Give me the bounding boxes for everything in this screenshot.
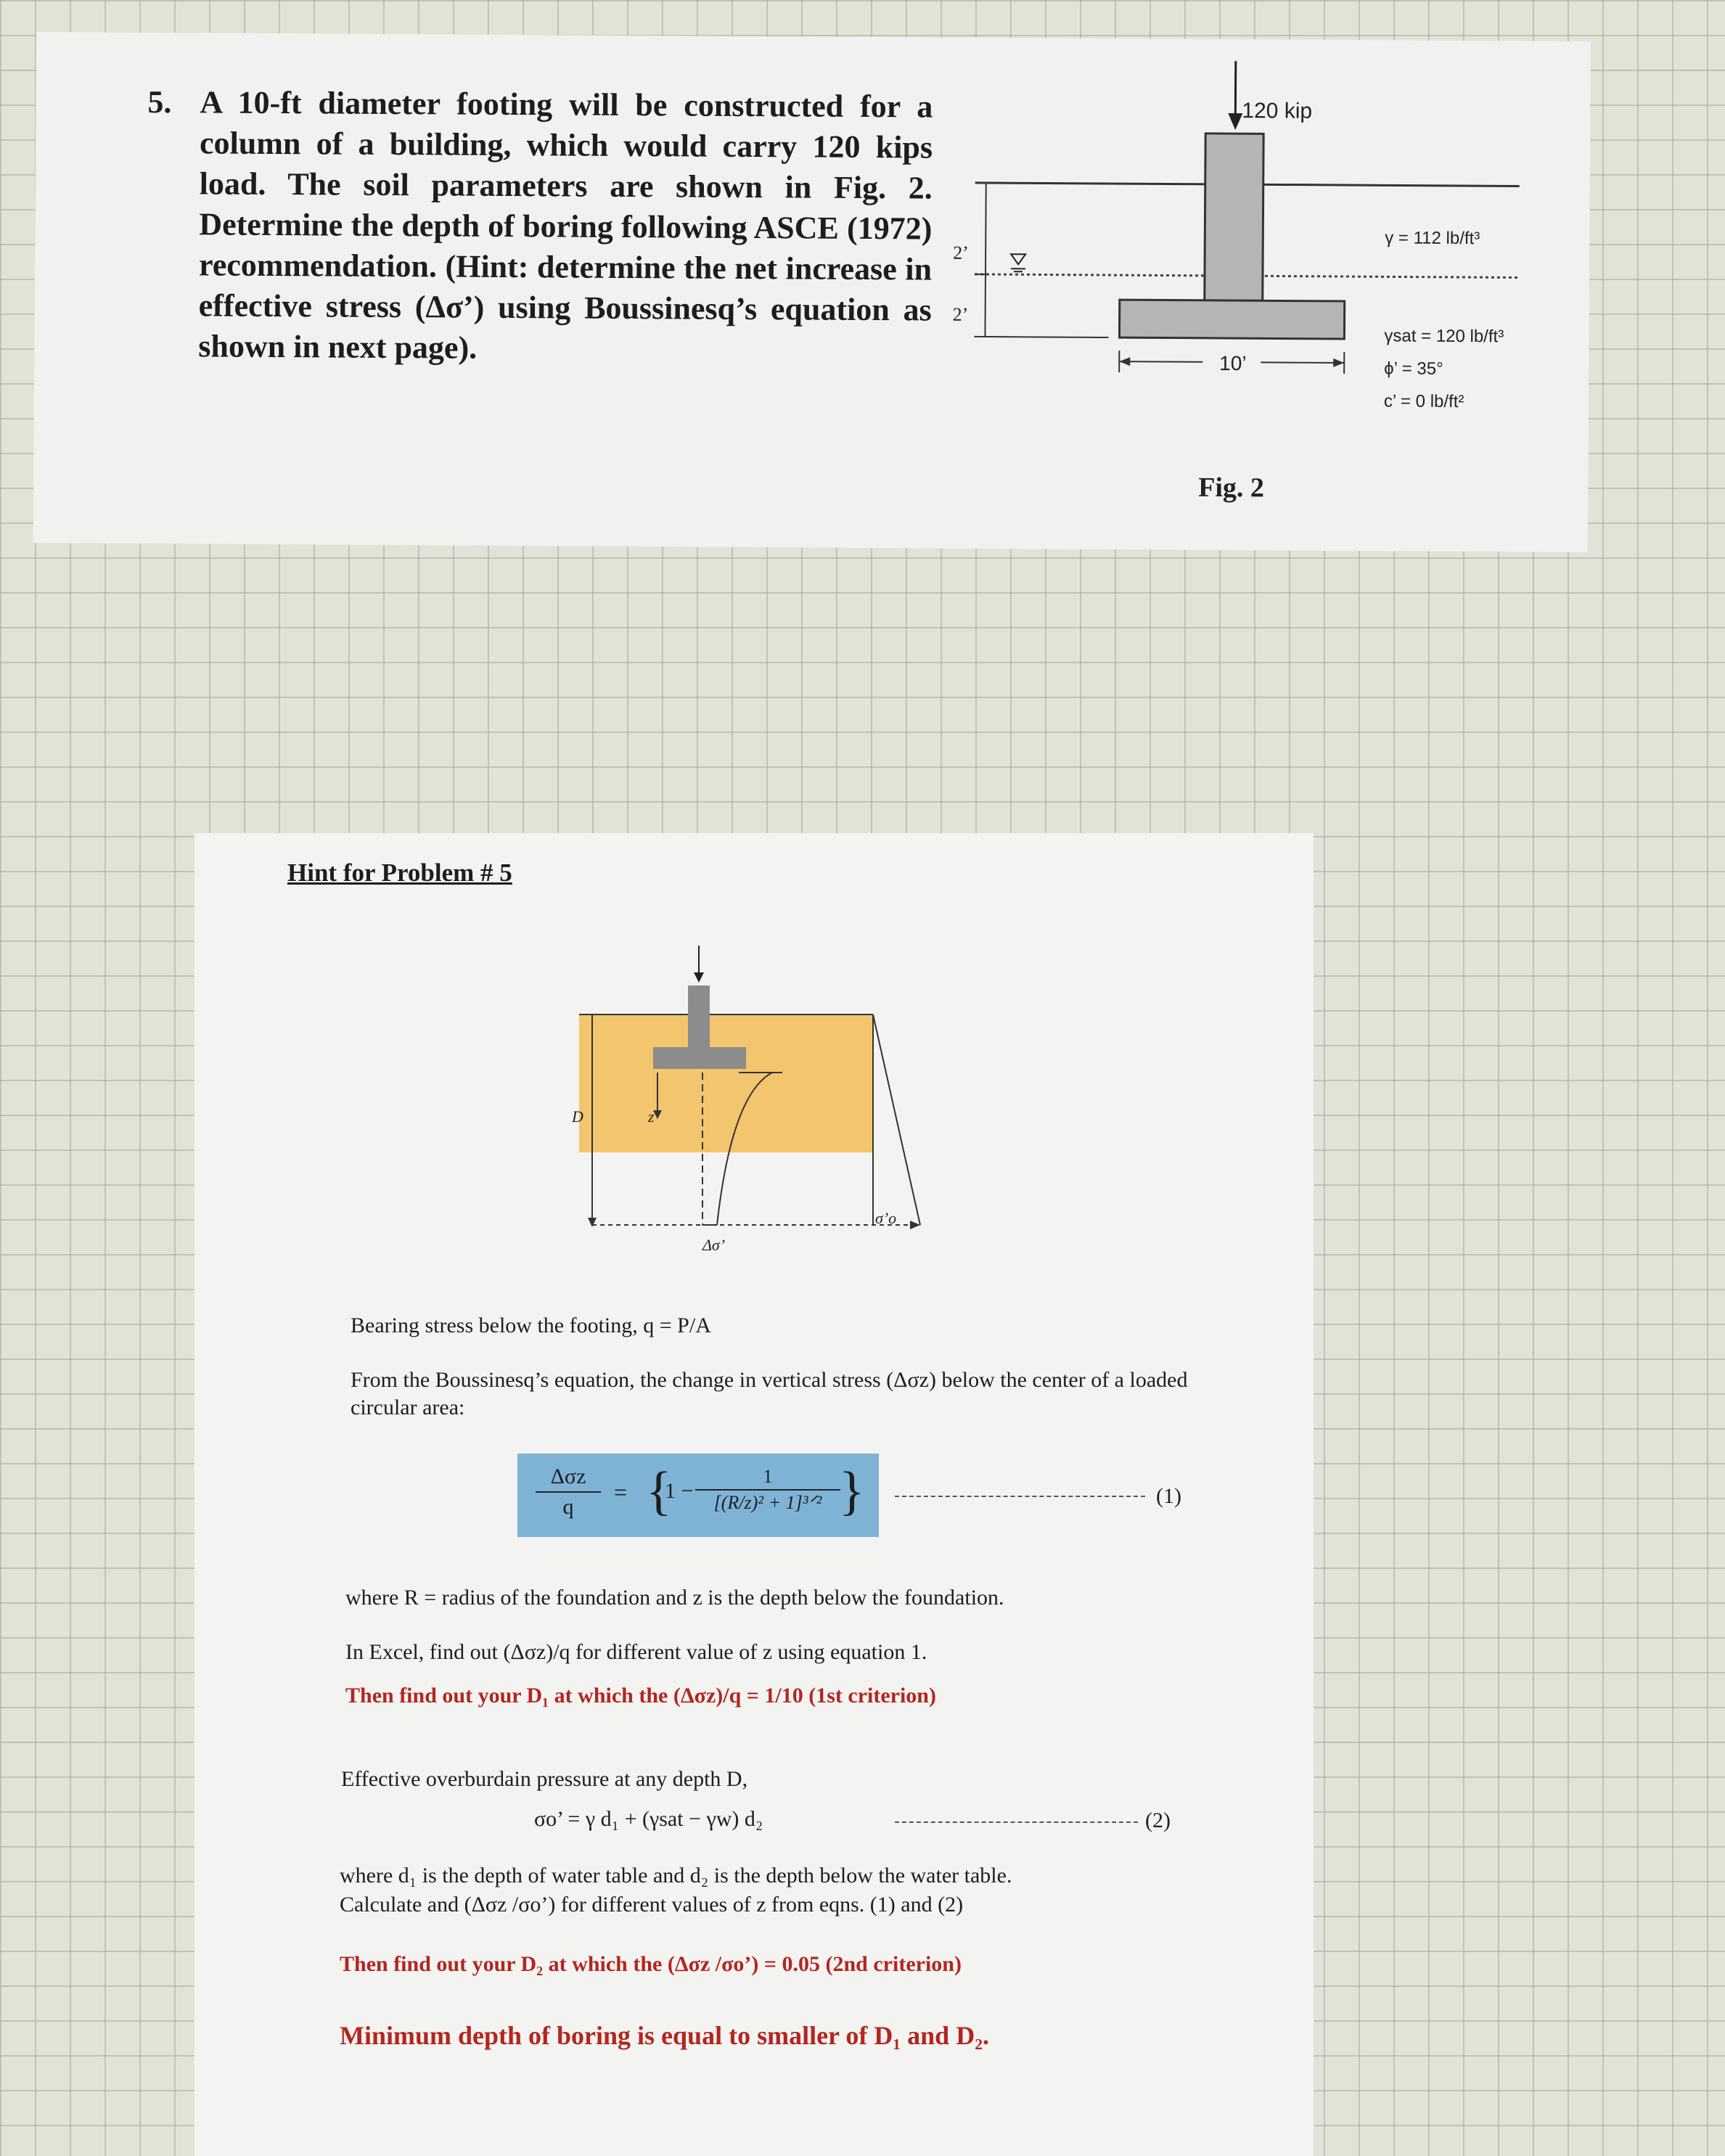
bearing-stress-text: Bearing stress below the footing, q = P/A [351,1313,711,1337]
eq1-rhs-fraction [695,1466,840,1514]
load-label: 120 kip [1242,99,1313,123]
eq1-brace-left: { [646,1462,672,1521]
figure-2 [933,60,1546,513]
label-z: z [648,1107,655,1126]
gamma-label: γ = 112 lb/ft³ [1385,228,1480,249]
footing [1119,300,1344,339]
eq1-leader [895,1496,1145,1497]
figure-caption: Fig. 2 [1198,472,1265,504]
eq1-equals: = [614,1479,628,1505]
equation-2: σo’ = γ d₁ + (γsat − γw) d₂ [534,1807,763,1831]
column [688,985,710,1047]
label-delta-sigma: Δσ’ [702,1236,726,1254]
eq1-lhs-top: Δσz [550,1464,586,1488]
eq1-number: (1) [1156,1484,1181,1508]
calculate-text: Calculate and (Δσz /σo’) for different values of z from eqns. (1) and (2) [340,1893,964,1917]
load-arrow [1228,113,1242,130]
eq1-brace-right: } [839,1462,865,1521]
where-r-text: where R = radius of the foundation and z is the depth below the foundation. [345,1586,1004,1610]
problem-text: A 10-ft diameter footing will be constructed for a column of a building, which would carry 120 kips load. The soil parameters are shown in Fig. 2. Determine the depth of boring following ASCE (1972) recommendation. (Hint: determine the net increase in effective stress (Δσ’) using Boussinesq’s equation as shown in next page). [198,84,933,366]
hint-sheet [194,833,1314,2156]
excel-text: In Excel, find out (Δσz)/q for different value of z using equation 1. [345,1640,927,1664]
eq2-leader [895,1821,1138,1823]
water-table-icon [1011,254,1025,264]
cohesion-label: c’ = 0 lb/ft² [1383,391,1464,412]
eq2-number: (2) [1145,1808,1171,1832]
hint-title: Hint for Problem # 5 [287,858,512,887]
eq1-rhs-den: [(R/z)² + 1]³ᐟ² [713,1492,822,1513]
label-sigma-o: σ’o [875,1209,897,1227]
minimum-depth-text: Minimum depth of boring is equal to smaller of D₁ and D₂. [340,2021,989,2050]
soil-block [579,1015,873,1152]
eq1-rhs-num: 1 [763,1466,773,1487]
problem-number: 5. [147,83,172,120]
boussinesq-text: From the Boussinesq’s equation, the change in vertical stress (Δσz) below the center of a loaded circular area: [351,1368,1188,1419]
criterion-2-text: Then find out your D₂ at which the (Δσz /σo’) = 0.05 (2nd criterion) [340,1952,962,1976]
overburden-text: Effective overburdain pressure at any depth D, [341,1767,748,1791]
footing-diagram [933,60,1546,513]
eq1-rhs-prefix: 1 − [665,1479,694,1503]
gamma-sat-label: γsat = 120 lb/ft³ [1384,326,1504,347]
footing [653,1047,746,1069]
dim-bottom-label: 2’ [952,303,969,325]
problem-sheet [33,32,1591,552]
label-d: D [572,1107,583,1126]
column [1205,134,1263,300]
eq1-lhs [536,1464,601,1520]
eq1-lhs-bottom: q [562,1495,574,1519]
problem-statement [147,82,935,366]
dim-top-label: 2’ [953,242,969,263]
criterion-1-text: Then find out your D₁ at which the (Δσz)/q = 1/10 (1st criterion) [345,1684,936,1708]
phi-label: ϕ’ = 35° [1384,358,1443,379]
width-label: 10’ [1219,351,1247,375]
where-d-text: where d₁ is the depth of water table and d₂ is the depth below the water table. [340,1864,1012,1887]
